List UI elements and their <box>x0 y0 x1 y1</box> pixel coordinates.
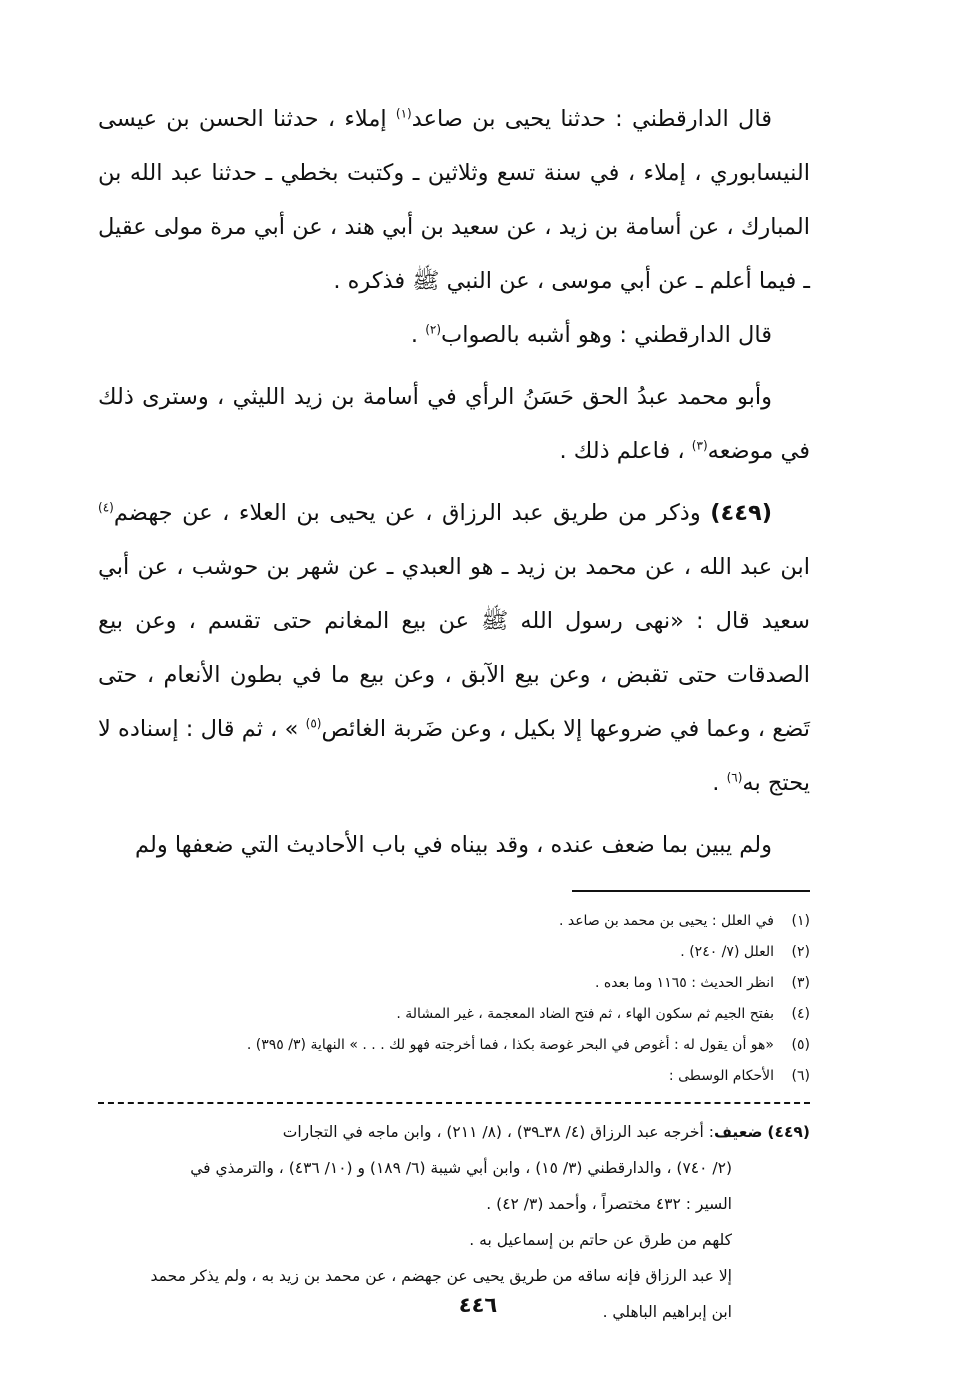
footnote-number: (٣) <box>791 975 810 991</box>
takhrij-line: إلا عبد الرزاق فإنه ساقه من طريق يحيى عن جهضم ، عن محمد بن زيد به ، ولم يذكر محمد <box>150 1267 732 1285</box>
text-segment: ولم يبين بما ضعف عنده ، وقد بيناه في باب الأحاديث التي ضعفها ولم <box>135 832 772 858</box>
text-segment: وأبو محمد عبدُ الحق حَسَنُ الرأي في أسامة بن زيد الليثي ، وسترى ذلك في موضعه <box>98 384 810 464</box>
footnote-ref: (٤) <box>98 500 114 515</box>
takhrij-line <box>98 1114 810 1150</box>
footnote-text: الأحكام الوسطى : <box>668 1068 774 1084</box>
text-segment: » ، ثم قال : إسناده لا يحتج به <box>98 716 810 796</box>
main-text <box>98 92 810 872</box>
footnote-ref: (٢) <box>425 322 442 337</box>
text-segment: . <box>410 322 426 348</box>
footnote-text: العلل (٧/ ٢٤٠) . <box>680 944 774 960</box>
text-segment: وذكر من طريق عبد الرزاق ، عن يحيى بن العلاء ، عن جهضم <box>113 500 711 526</box>
page-number: ٤٤٦ <box>458 1293 498 1317</box>
footnote-text: «هو أن يقول له : أغوص في البحر غوصة بكذا ، فما أخرجته فهو لك . . . » النهاية (٣/ ٣٩٥) . <box>246 1037 774 1053</box>
hadith-number: (٤٤٩) <box>710 500 772 526</box>
takhrij-line: كلهم من طرق عن حاتم بن إسماعيل به . <box>469 1231 732 1249</box>
footnote-3 <box>98 968 810 999</box>
text-segment: قال الدارقطني : حدثنا يحيى بن صاعد <box>411 106 772 132</box>
text-segment: قال الدارقطني : وهو أشبه بالصواب <box>441 322 772 348</box>
footnote-text: في العلل : يحيى بن محمد بن صاعد . <box>558 913 774 929</box>
page-content <box>98 92 810 1330</box>
footnote-ref: (٣) <box>691 438 708 453</box>
footnote-5 <box>98 1030 810 1061</box>
paragraph-4 <box>98 486 810 810</box>
paragraph-5 <box>98 818 810 872</box>
takhrij-line: (٢/ ٧٤٠) ، والدارقطني (٣/ ١٥) ، وابن أبي شيبة (٦/ ١٨٩) و (١٠/ ٤٣٦) ، والترمذي في <box>190 1159 732 1177</box>
footnote-number: (٤) <box>791 1006 810 1022</box>
footnote-4 <box>98 999 810 1030</box>
footnote-6 <box>98 1061 810 1092</box>
footnote-text: بفتح الجيم ثم سكون الهاء ، ثم فتح الضاد المعجمة ، غير المشالة . <box>396 1006 774 1022</box>
takhrij-line: السير : ٤٣٢ مختصراً ، وأحمد (٣/ ٤٢) . <box>486 1195 732 1213</box>
footnotes <box>98 906 810 1092</box>
text-segment: . <box>712 770 727 796</box>
footnote-separator <box>572 890 810 892</box>
text-segment: ، فاعلم ذلك . <box>559 438 692 464</box>
footnote-2 <box>98 937 810 968</box>
text-segment: إملاء ، حدثنا الحسن بن عيسى النيسابوري ، إملاء ، في سنة تسع وثلاثين ـ وكتبت بخطي ـ حدثنا عبد الله بن المبارك ، عن أسامة بن زيد ، عن سعيد بن أبي هند ، عن أبي مرة مولى عقيل ـ فيما أعلم ـ عن أبي موسى ، عن النبي ﷺ فذكره . <box>98 106 810 294</box>
footnote-number: (٥) <box>791 1037 810 1053</box>
paragraph-1 <box>98 92 810 308</box>
footnote-number: (١) <box>791 913 810 929</box>
takhrij-number: (٤٤٩) <box>767 1123 810 1141</box>
takhrij-grade: ضعيف <box>713 1123 763 1141</box>
text-segment: ابن عبد الله ، عن محمد بن زيد ـ هو العبدي ـ عن شهر بن حوشب ، عن أبي سعيد قال : «نهى رسول الله ﷺ عن بيع المغانم حتى تقسم ، وعن بيع الصدقات حتى تقبض ، وعن بيع الآبق ، وعن بيع ما في بطون الأنعام ، حتى تَضع ، وعما في ضروعها إلا بكيل ، وعن ضَربة الغائص <box>98 554 810 742</box>
paragraph-2 <box>98 308 810 362</box>
takhrij-text: : أخرجه عبد الرزاق (٤/ ٣٨ـ٣٩) ، (٨/ ٢١١) ، وابن ماجه في التجارات <box>282 1123 714 1141</box>
footnote-ref: (٦) <box>726 770 743 785</box>
takhrij-separator <box>98 1102 810 1104</box>
paragraph-3 <box>98 370 810 478</box>
footnote-number: (٦) <box>791 1068 810 1084</box>
footnote-ref: (٥) <box>305 716 322 731</box>
footnote-text: انظر الحديث : ١١٦٥ وما بعده . <box>595 975 774 991</box>
footnote-number: (٢) <box>791 944 810 960</box>
takhrij-line: ابن إبراهيم الباهلي . <box>602 1303 732 1321</box>
footnote-1 <box>98 906 810 937</box>
footnote-ref: (١) <box>395 106 412 121</box>
